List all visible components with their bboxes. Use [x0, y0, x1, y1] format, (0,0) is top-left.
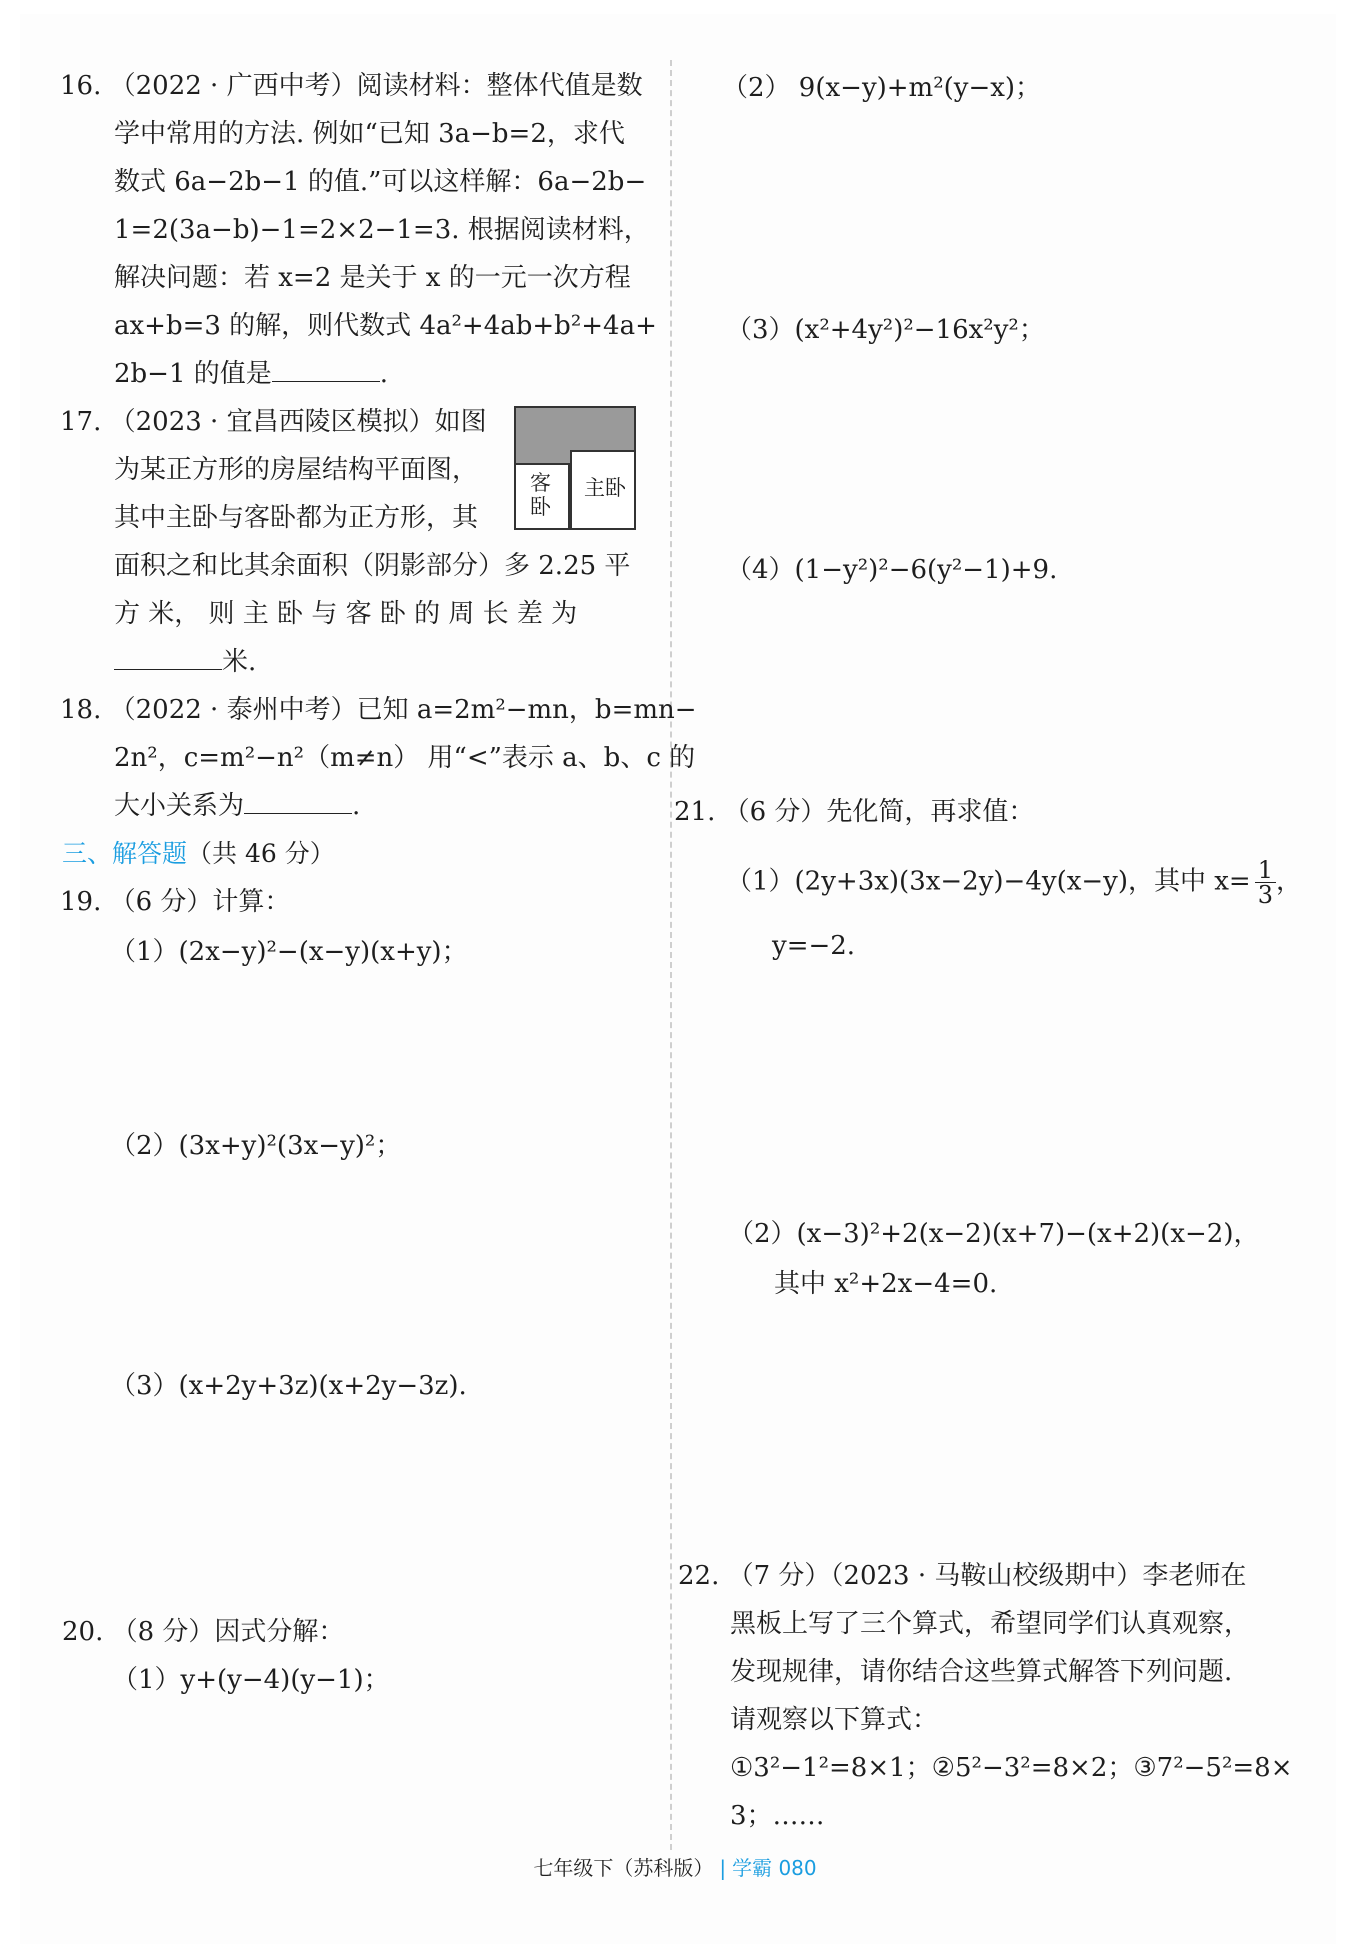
q19-title: 19. （6 分）计算： — [60, 887, 291, 917]
section-title: 三、解答题 — [62, 839, 188, 868]
q16-end: . — [379, 359, 389, 389]
q20-part-2: （2） 9(x−y)+m²(y−x)； — [722, 73, 1042, 103]
q20-part-4: （4）(1−y²)²−6(y²−1)+9. — [726, 555, 1058, 585]
guest-bedroom-square — [516, 463, 570, 528]
q21-part-1-line-2: y=−2. — [772, 931, 856, 961]
q18-line-3-text: 大小关系为 — [114, 791, 245, 821]
q17-line-1: 17. （2023 · 宜昌西陵区模拟）如图 — [60, 407, 487, 437]
q21-part-1 — [726, 858, 1302, 907]
q19-part-3: （3）(x+2y+3z)(x+2y−3z). — [110, 1371, 467, 1401]
floor-plan-diagram — [514, 406, 636, 530]
q16-line-6: ax+b=3 的解，则代数式 4a²+4ab+b²+4a+ — [114, 311, 657, 341]
q17-answer-blank[interactable] — [114, 669, 222, 670]
q22-line-2: 黑板上写了三个算式，希望同学们认真观察， — [730, 1609, 1251, 1639]
q21-title: 21. （6 分）先化简，再求值： — [674, 797, 1035, 827]
q21-part-1-tail: ， — [1276, 866, 1303, 897]
q22-line-4: 请观察以下算式： — [730, 1705, 939, 1735]
q16-answer-blank[interactable] — [272, 381, 380, 382]
q21-part-2-line-2: 其中 x²+2x−4=0. — [774, 1269, 998, 1299]
page-footer — [0, 1852, 1350, 1881]
fraction-numerator: 1 — [1255, 858, 1276, 883]
q19-part-2: （2）(3x+y)²(3x−y)²； — [110, 1131, 402, 1161]
q16-line-1: 16. （2022 · 广西中考）阅读材料：整体代值是数 — [60, 71, 643, 101]
q18-line-3 — [114, 786, 360, 826]
q18-line-2: 2n²，c=m²−n²（m≠n） 用“<”表示 a、b、c 的 — [114, 743, 696, 773]
q18-end: . — [352, 791, 361, 821]
q16-line-7-text: 2b−1 的值是 — [114, 359, 272, 389]
q22-line-6: 3；…… — [730, 1801, 825, 1831]
q16-line-4: 1=2(3a−b)−1=2×2−1=3. 根据阅读材料， — [114, 215, 650, 245]
q22-line-3: 发现规律，请你结合这些算式解答下列问题. — [730, 1657, 1233, 1687]
footer-page-number: 080 — [778, 1856, 817, 1880]
fraction-denominator: 3 — [1257, 881, 1273, 909]
q22-line-5: ①3²−1²=8×1；②5²−3²=8×2；③7²−5²=8× — [730, 1753, 1293, 1783]
q19-part-1: （1）(2x−y)²−(x−y)(x+y)； — [110, 937, 468, 967]
q18-line-1: 18. （2022 · 泰州中考）已知 a=2m²−mn，b=mn− — [60, 695, 697, 725]
q21-part-2: （2）(x−3)²+2(x−2)(x+7)−(x+2)(x−2)， — [728, 1219, 1260, 1249]
footer-brand: 学霸 — [732, 1856, 773, 1880]
q18-answer-blank[interactable] — [244, 813, 352, 814]
fraction-one-third — [1255, 858, 1276, 907]
q21-part-1-text: （1）(2y+3x)(3x−2y)−4y(x−y)，其中 x= — [726, 866, 1251, 897]
q22-line-1: 22. （7 分）（2023 · 马鞍山校级期中）李老师在 — [678, 1561, 1247, 1591]
q20-part-1: （1）y+(y−4)(y−1)； — [112, 1665, 390, 1695]
q17-line-2: 为某正方形的房屋结构平面图， — [114, 455, 479, 485]
q16-line-3: 数式 6a−2b−1 的值.”可以这样解：6a−2b− — [114, 167, 647, 197]
q20-part-3: （3）(x²+4y²)²−16x²y²； — [726, 315, 1045, 345]
q17-line-4: 面积之和比其余面积（阴影部分）多 2.25 平 — [114, 551, 631, 581]
q17-line-6 — [114, 642, 256, 682]
footer-separator: | — [719, 1856, 727, 1880]
master-bedroom-label: 主卧 — [584, 476, 626, 500]
q17-line-5: 方 米， 则 主 卧 与 客 卧 的 周 长 差 为 — [114, 599, 578, 629]
q16-line-2: 学中常用的方法. 例如“已知 3a−b=2，求代 — [114, 119, 625, 149]
q16-line-5: 解决问题：若 x=2 是关于 x 的一元一次方程 — [114, 263, 631, 293]
q20-title: 20. （8 分）因式分解： — [62, 1617, 345, 1647]
q17-line-3: 其中主卧与客卧都为正方形，其 — [114, 503, 479, 533]
section-heading — [62, 834, 335, 874]
master-bedroom-square — [570, 450, 634, 528]
footer-book-title: 七年级下（苏科版） — [533, 1856, 714, 1880]
q16-line-7 — [114, 354, 388, 394]
q17-end: 米. — [222, 647, 257, 677]
guest-bedroom-label: 客卧 — [530, 471, 551, 519]
section-points: （共 46 分） — [187, 839, 335, 868]
column-divider — [670, 60, 672, 1850]
